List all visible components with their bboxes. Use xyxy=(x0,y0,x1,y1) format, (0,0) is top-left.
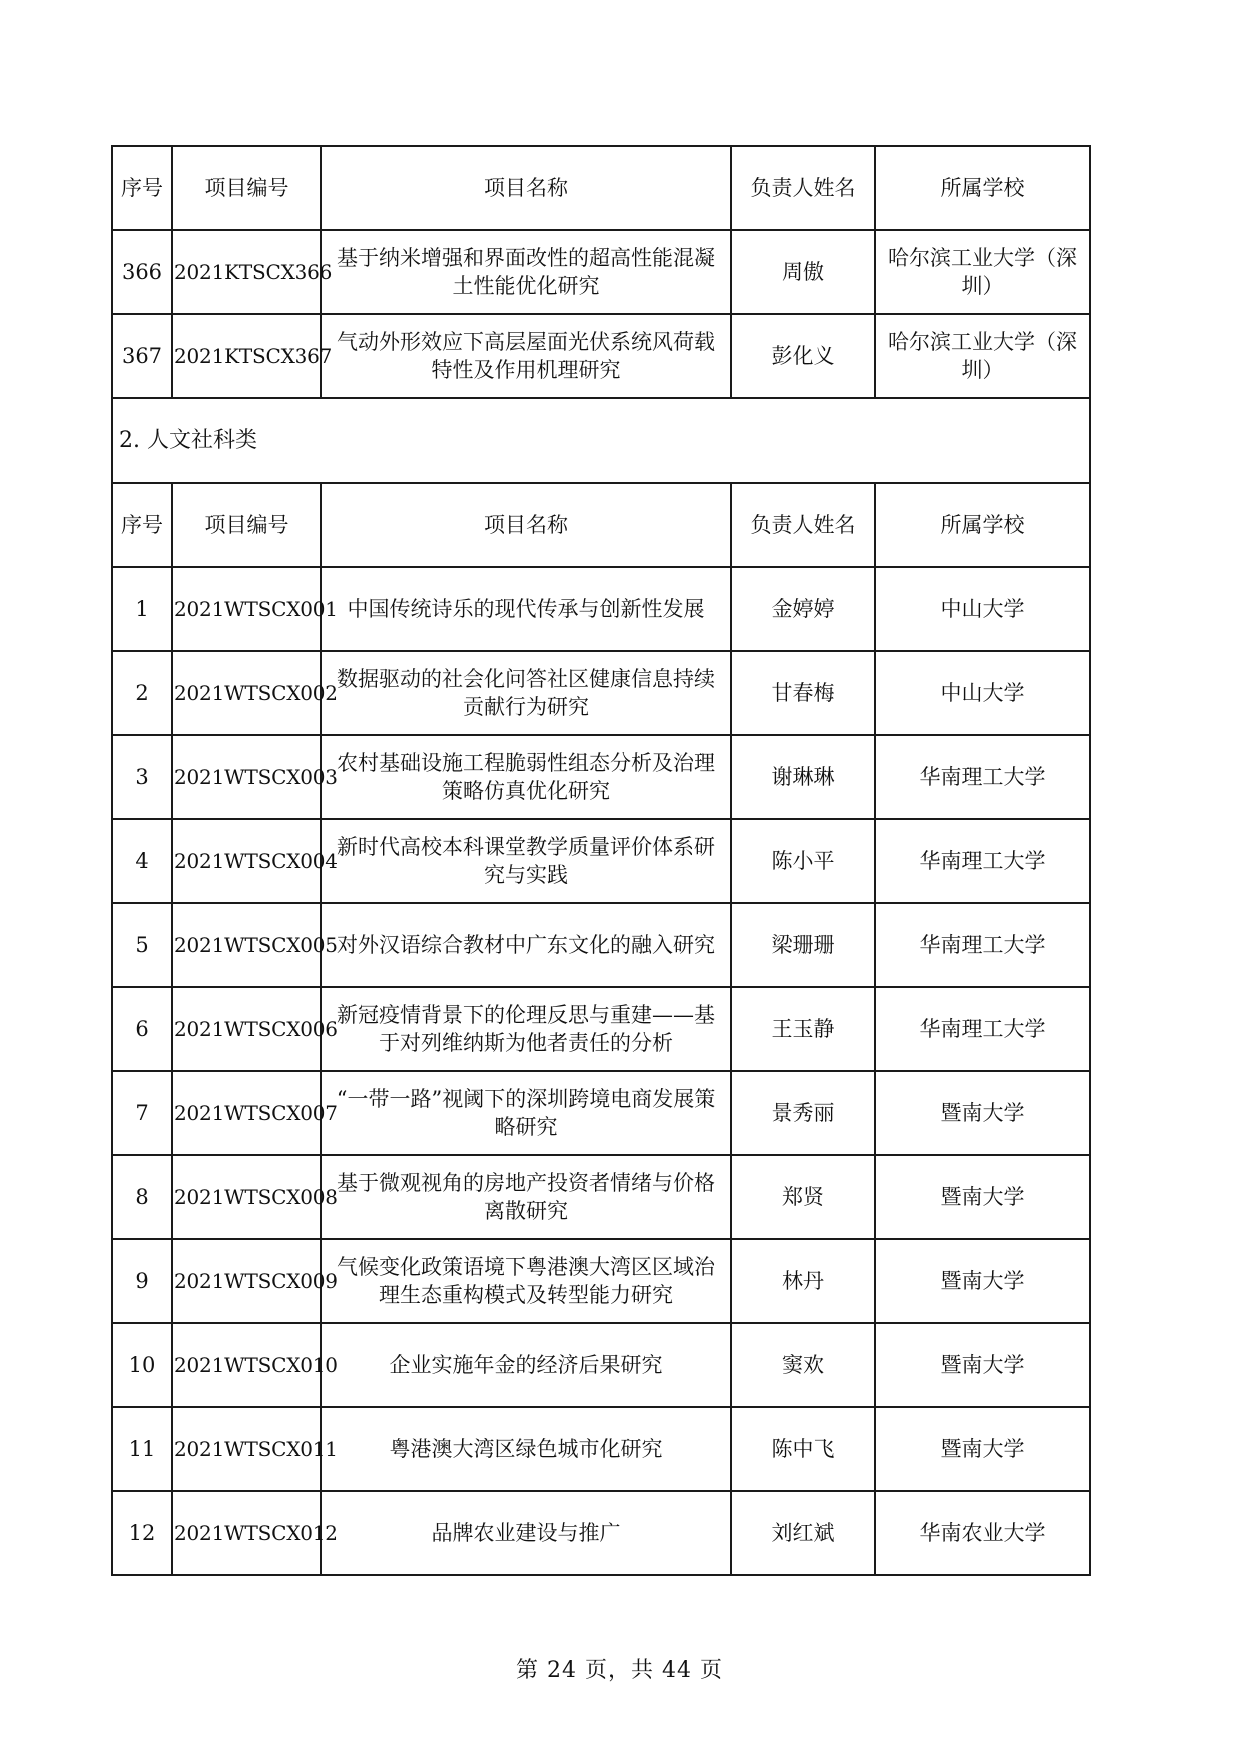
code-cell: 2021WTSCX009 xyxy=(172,1239,321,1323)
code-cell: 2021WTSCX001 xyxy=(172,567,321,651)
leader-cell: 林丹 xyxy=(731,1239,875,1323)
leader-cell: 周傲 xyxy=(731,230,875,314)
leader-cell: 王玉静 xyxy=(731,987,875,1071)
name-cell: 气动外形效应下高层屋面光伏系统风荷载特性及作用机理研究 xyxy=(321,314,731,398)
name-cell: 气候变化政策语境下粤港澳大湾区区域治理生态重构模式及转型能力研究 xyxy=(321,1239,731,1323)
leader-cell: 甘春梅 xyxy=(731,651,875,735)
seq-cell: 366 xyxy=(112,230,172,314)
name-cell: 对外汉语综合教材中广东文化的融入研究 xyxy=(321,903,731,987)
code-cell: 2021WTSCX010 xyxy=(172,1323,321,1407)
leader-cell: 窦欢 xyxy=(731,1323,875,1407)
school-cell: 华南理工大学 xyxy=(875,903,1090,987)
leader-cell: 彭化义 xyxy=(731,314,875,398)
school-cell: 华南理工大学 xyxy=(875,735,1090,819)
table-row xyxy=(112,230,1090,314)
table-row xyxy=(112,819,1090,903)
section-title: 2. 人文社科类 xyxy=(112,398,1090,483)
code-cell: 2021WTSCX007 xyxy=(172,1071,321,1155)
leader-cell: 金婷婷 xyxy=(731,567,875,651)
header-row xyxy=(112,483,1090,567)
code-cell: 2021WTSCX011 xyxy=(172,1407,321,1491)
seq-cell: 3 xyxy=(112,735,172,819)
name-cell: 基于微观视角的房地产投资者情绪与价格离散研究 xyxy=(321,1155,731,1239)
table-row xyxy=(112,1491,1090,1575)
header-school: 所属学校 xyxy=(875,146,1090,230)
name-cell: 基于纳米增强和界面改性的超高性能混凝土性能优化研究 xyxy=(321,230,731,314)
leader-cell: 刘红斌 xyxy=(731,1491,875,1575)
leader-cell: 郑贤 xyxy=(731,1155,875,1239)
table-row xyxy=(112,1407,1090,1491)
seq-cell: 4 xyxy=(112,819,172,903)
seq-cell: 5 xyxy=(112,903,172,987)
header-row xyxy=(112,146,1090,230)
school-cell: 暨南大学 xyxy=(875,1071,1090,1155)
seq-cell: 9 xyxy=(112,1239,172,1323)
school-cell: 中山大学 xyxy=(875,567,1090,651)
school-cell: 暨南大学 xyxy=(875,1323,1090,1407)
seq-cell: 8 xyxy=(112,1155,172,1239)
table-row xyxy=(112,651,1090,735)
name-cell: 粤港澳大湾区绿色城市化研究 xyxy=(321,1407,731,1491)
header-name: 项目名称 xyxy=(321,146,731,230)
leader-cell: 陈中飞 xyxy=(731,1407,875,1491)
seq-cell: 2 xyxy=(112,651,172,735)
header-name: 项目名称 xyxy=(321,483,731,567)
code-cell: 2021WTSCX002 xyxy=(172,651,321,735)
school-cell: 暨南大学 xyxy=(875,1155,1090,1239)
seq-cell: 7 xyxy=(112,1071,172,1155)
table-row xyxy=(112,1155,1090,1239)
table-row xyxy=(112,987,1090,1071)
code-cell: 2021WTSCX003 xyxy=(172,735,321,819)
code-cell: 2021WTSCX006 xyxy=(172,987,321,1071)
seq-cell: 12 xyxy=(112,1491,172,1575)
code-cell: 2021WTSCX005 xyxy=(172,903,321,987)
header-leader: 负责人姓名 xyxy=(731,483,875,567)
leader-cell: 陈小平 xyxy=(731,819,875,903)
school-cell: 华南理工大学 xyxy=(875,987,1090,1071)
name-cell: 农村基础设施工程脆弱性组态分析及治理策略仿真优化研究 xyxy=(321,735,731,819)
code-cell: 2021KTSCX366 xyxy=(172,230,321,314)
code-cell: 2021WTSCX004 xyxy=(172,819,321,903)
name-cell: 新冠疫情背景下的伦理反思与重建——基于对列维纳斯为他者责任的分析 xyxy=(321,987,731,1071)
table-row xyxy=(112,1071,1090,1155)
school-cell: 暨南大学 xyxy=(875,1407,1090,1491)
school-cell: 中山大学 xyxy=(875,651,1090,735)
school-cell: 哈尔滨工业大学（深圳） xyxy=(875,314,1090,398)
name-cell: 数据驱动的社会化问答社区健康信息持续贡献行为研究 xyxy=(321,651,731,735)
seq-cell: 10 xyxy=(112,1323,172,1407)
school-cell: 暨南大学 xyxy=(875,1239,1090,1323)
table-row xyxy=(112,1323,1090,1407)
name-cell: “一带一路”视阈下的深圳跨境电商发展策略研究 xyxy=(321,1071,731,1155)
leader-cell: 景秀丽 xyxy=(731,1071,875,1155)
header-code: 项目编号 xyxy=(172,146,321,230)
seq-cell: 11 xyxy=(112,1407,172,1491)
table-row xyxy=(112,1239,1090,1323)
header-seq: 序号 xyxy=(112,146,172,230)
leader-cell: 梁珊珊 xyxy=(731,903,875,987)
project-table xyxy=(111,145,1091,1576)
name-cell: 中国传统诗乐的现代传承与创新性发展 xyxy=(321,567,731,651)
school-cell: 华南农业大学 xyxy=(875,1491,1090,1575)
school-cell: 哈尔滨工业大学（深圳） xyxy=(875,230,1090,314)
header-seq: 序号 xyxy=(112,483,172,567)
name-cell: 品牌农业建设与推广 xyxy=(321,1491,731,1575)
table-row xyxy=(112,567,1090,651)
table-row xyxy=(112,735,1090,819)
header-school: 所属学校 xyxy=(875,483,1090,567)
table-row xyxy=(112,903,1090,987)
name-cell: 企业实施年金的经济后果研究 xyxy=(321,1323,731,1407)
seq-cell: 1 xyxy=(112,567,172,651)
leader-cell: 谢琳琳 xyxy=(731,735,875,819)
school-cell: 华南理工大学 xyxy=(875,819,1090,903)
code-cell: 2021KTSCX367 xyxy=(172,314,321,398)
seq-cell: 6 xyxy=(112,987,172,1071)
section-row xyxy=(112,398,1090,483)
header-code: 项目编号 xyxy=(172,483,321,567)
code-cell: 2021WTSCX012 xyxy=(172,1491,321,1575)
page-footer: 第 24 页，共 44 页 xyxy=(516,1658,723,1683)
seq-cell: 367 xyxy=(112,314,172,398)
name-cell: 新时代高校本科课堂教学质量评价体系研究与实践 xyxy=(321,819,731,903)
header-leader: 负责人姓名 xyxy=(731,146,875,230)
code-cell: 2021WTSCX008 xyxy=(172,1155,321,1239)
table-row xyxy=(112,314,1090,398)
